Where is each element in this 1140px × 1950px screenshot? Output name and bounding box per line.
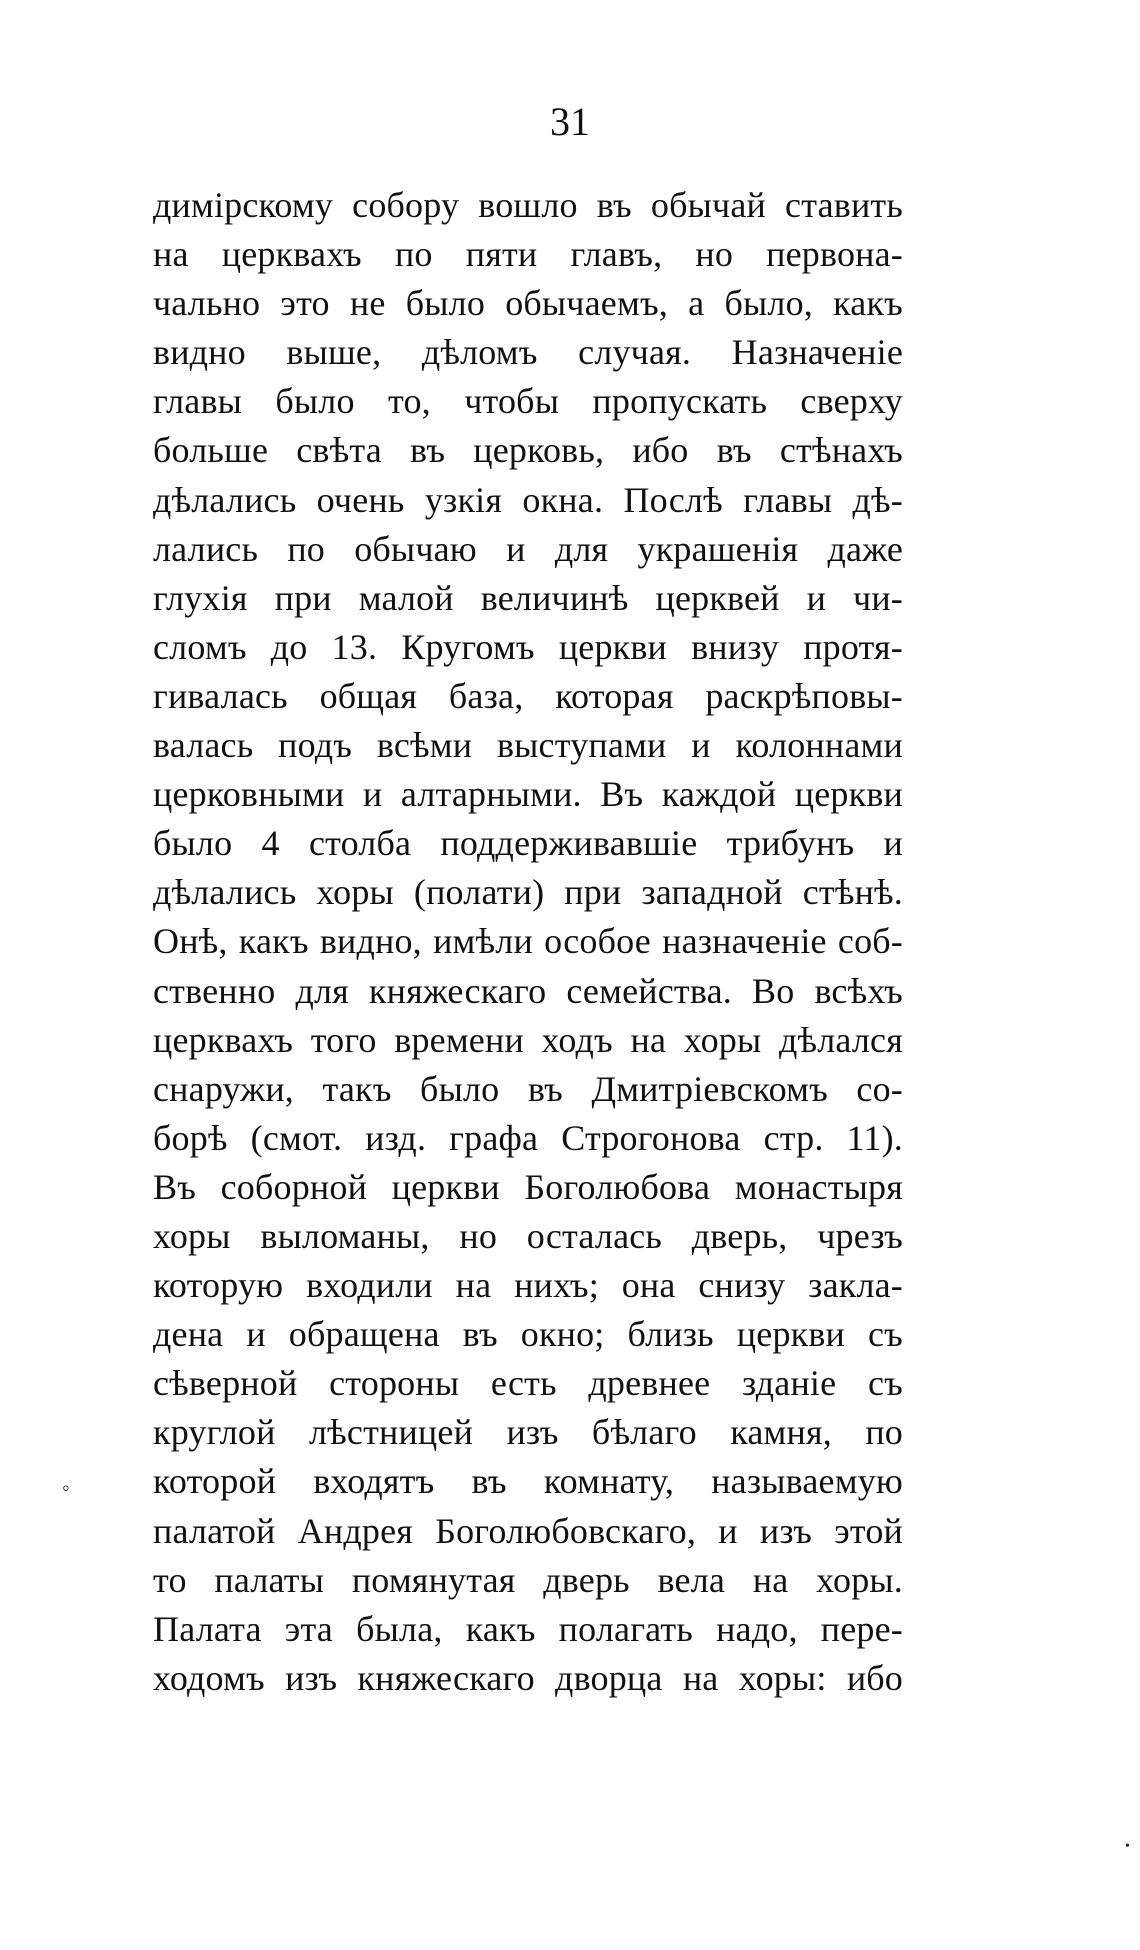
text-line-26: круглой лѣстницей изъ бѣлаго камня, по: [153, 1412, 903, 1453]
text-line-10: сломъ до 13. Кругомъ церкви внизу протя-: [153, 626, 903, 667]
text-line-13: церковными и алтарными. Въ каждой церкви: [153, 774, 903, 815]
text-line-9: глухія при малой величинѣ церквей и чи-: [153, 577, 903, 618]
text-line-28: палатой Андрея Боголюбовскаго, и изъ этой: [153, 1510, 903, 1551]
text-line-4: видно выше, дѣломъ случая. Назначеніе: [153, 332, 903, 373]
text-line-15: дѣлались хоры (полати) при западной стѣнѣ.: [153, 872, 903, 913]
text-line-22: хоры выломаны, но осталась дверь, чрезъ: [153, 1215, 903, 1256]
text-line-19: снаружи, такъ было въ Дмитріевскомъ со-: [153, 1068, 903, 1109]
text-line-12: валась подъ всѣми выступами и колоннами: [153, 725, 903, 766]
text-line-2: на церквахъ по пяти главъ, но первона-: [153, 234, 903, 275]
text-line-30: Палата эта была, какъ полагать надо, пере-: [153, 1608, 903, 1649]
text-line-27: которой входятъ въ комнату, называемую: [153, 1461, 903, 1502]
text-line-3: чально это не было обычаемъ, а было, какъ: [153, 283, 903, 324]
text-line-21: Въ соборной церкви Боголюбова монастыря: [153, 1166, 903, 1207]
text-line-1: димірскому собору вошло въ обычай ставить: [153, 185, 903, 225]
edge-speck: •: [1125, 1839, 1130, 1854]
text-line-20: борѣ (смот. изд. графа Строгонова стр. 11).: [153, 1117, 903, 1158]
text-line-11: гивалась общая база, которая раскрѣповы-: [153, 675, 903, 716]
text-line-18: церквахъ того времени ходъ на хоры дѣлался: [153, 1019, 903, 1060]
text-line-7: дѣлались очень узкія окна. Послѣ главы дѣ-: [153, 479, 903, 520]
text-line-24: дена и обращена въ окно; близь церкви съ: [153, 1314, 903, 1355]
text-line-17: ственно для княжескаго семейства. Во всѣхъ: [153, 970, 903, 1011]
text-line-16: Онѣ, какъ видно, имѣли особое назначеніе соб-: [153, 921, 903, 962]
text-line-23: которую входили на нихъ; она снизу закла-: [153, 1265, 903, 1306]
text-line-5: главы было то, чтобы пропускать сверху: [153, 381, 903, 422]
text-line-29: то палаты помянутая дверь вела на хоры.: [153, 1559, 903, 1600]
body-text: [153, 181, 903, 1703]
margin-speck: ◦: [62, 1475, 70, 1500]
text-line-25: сѣверной стороны есть древнее зданіе съ: [153, 1363, 903, 1404]
text-line-14: было 4 столба поддерживавшіе трибунъ и: [153, 823, 903, 864]
text-line-31: ходомъ изъ княжескаго дворца на хоры: ибо: [153, 1657, 903, 1698]
page-number: 31: [550, 99, 590, 144]
text-line-8: лались по обычаю и для украшенія даже: [153, 528, 903, 569]
text-line-6: больше свѣта въ церковь, ибо въ стѣнахъ: [153, 430, 903, 471]
